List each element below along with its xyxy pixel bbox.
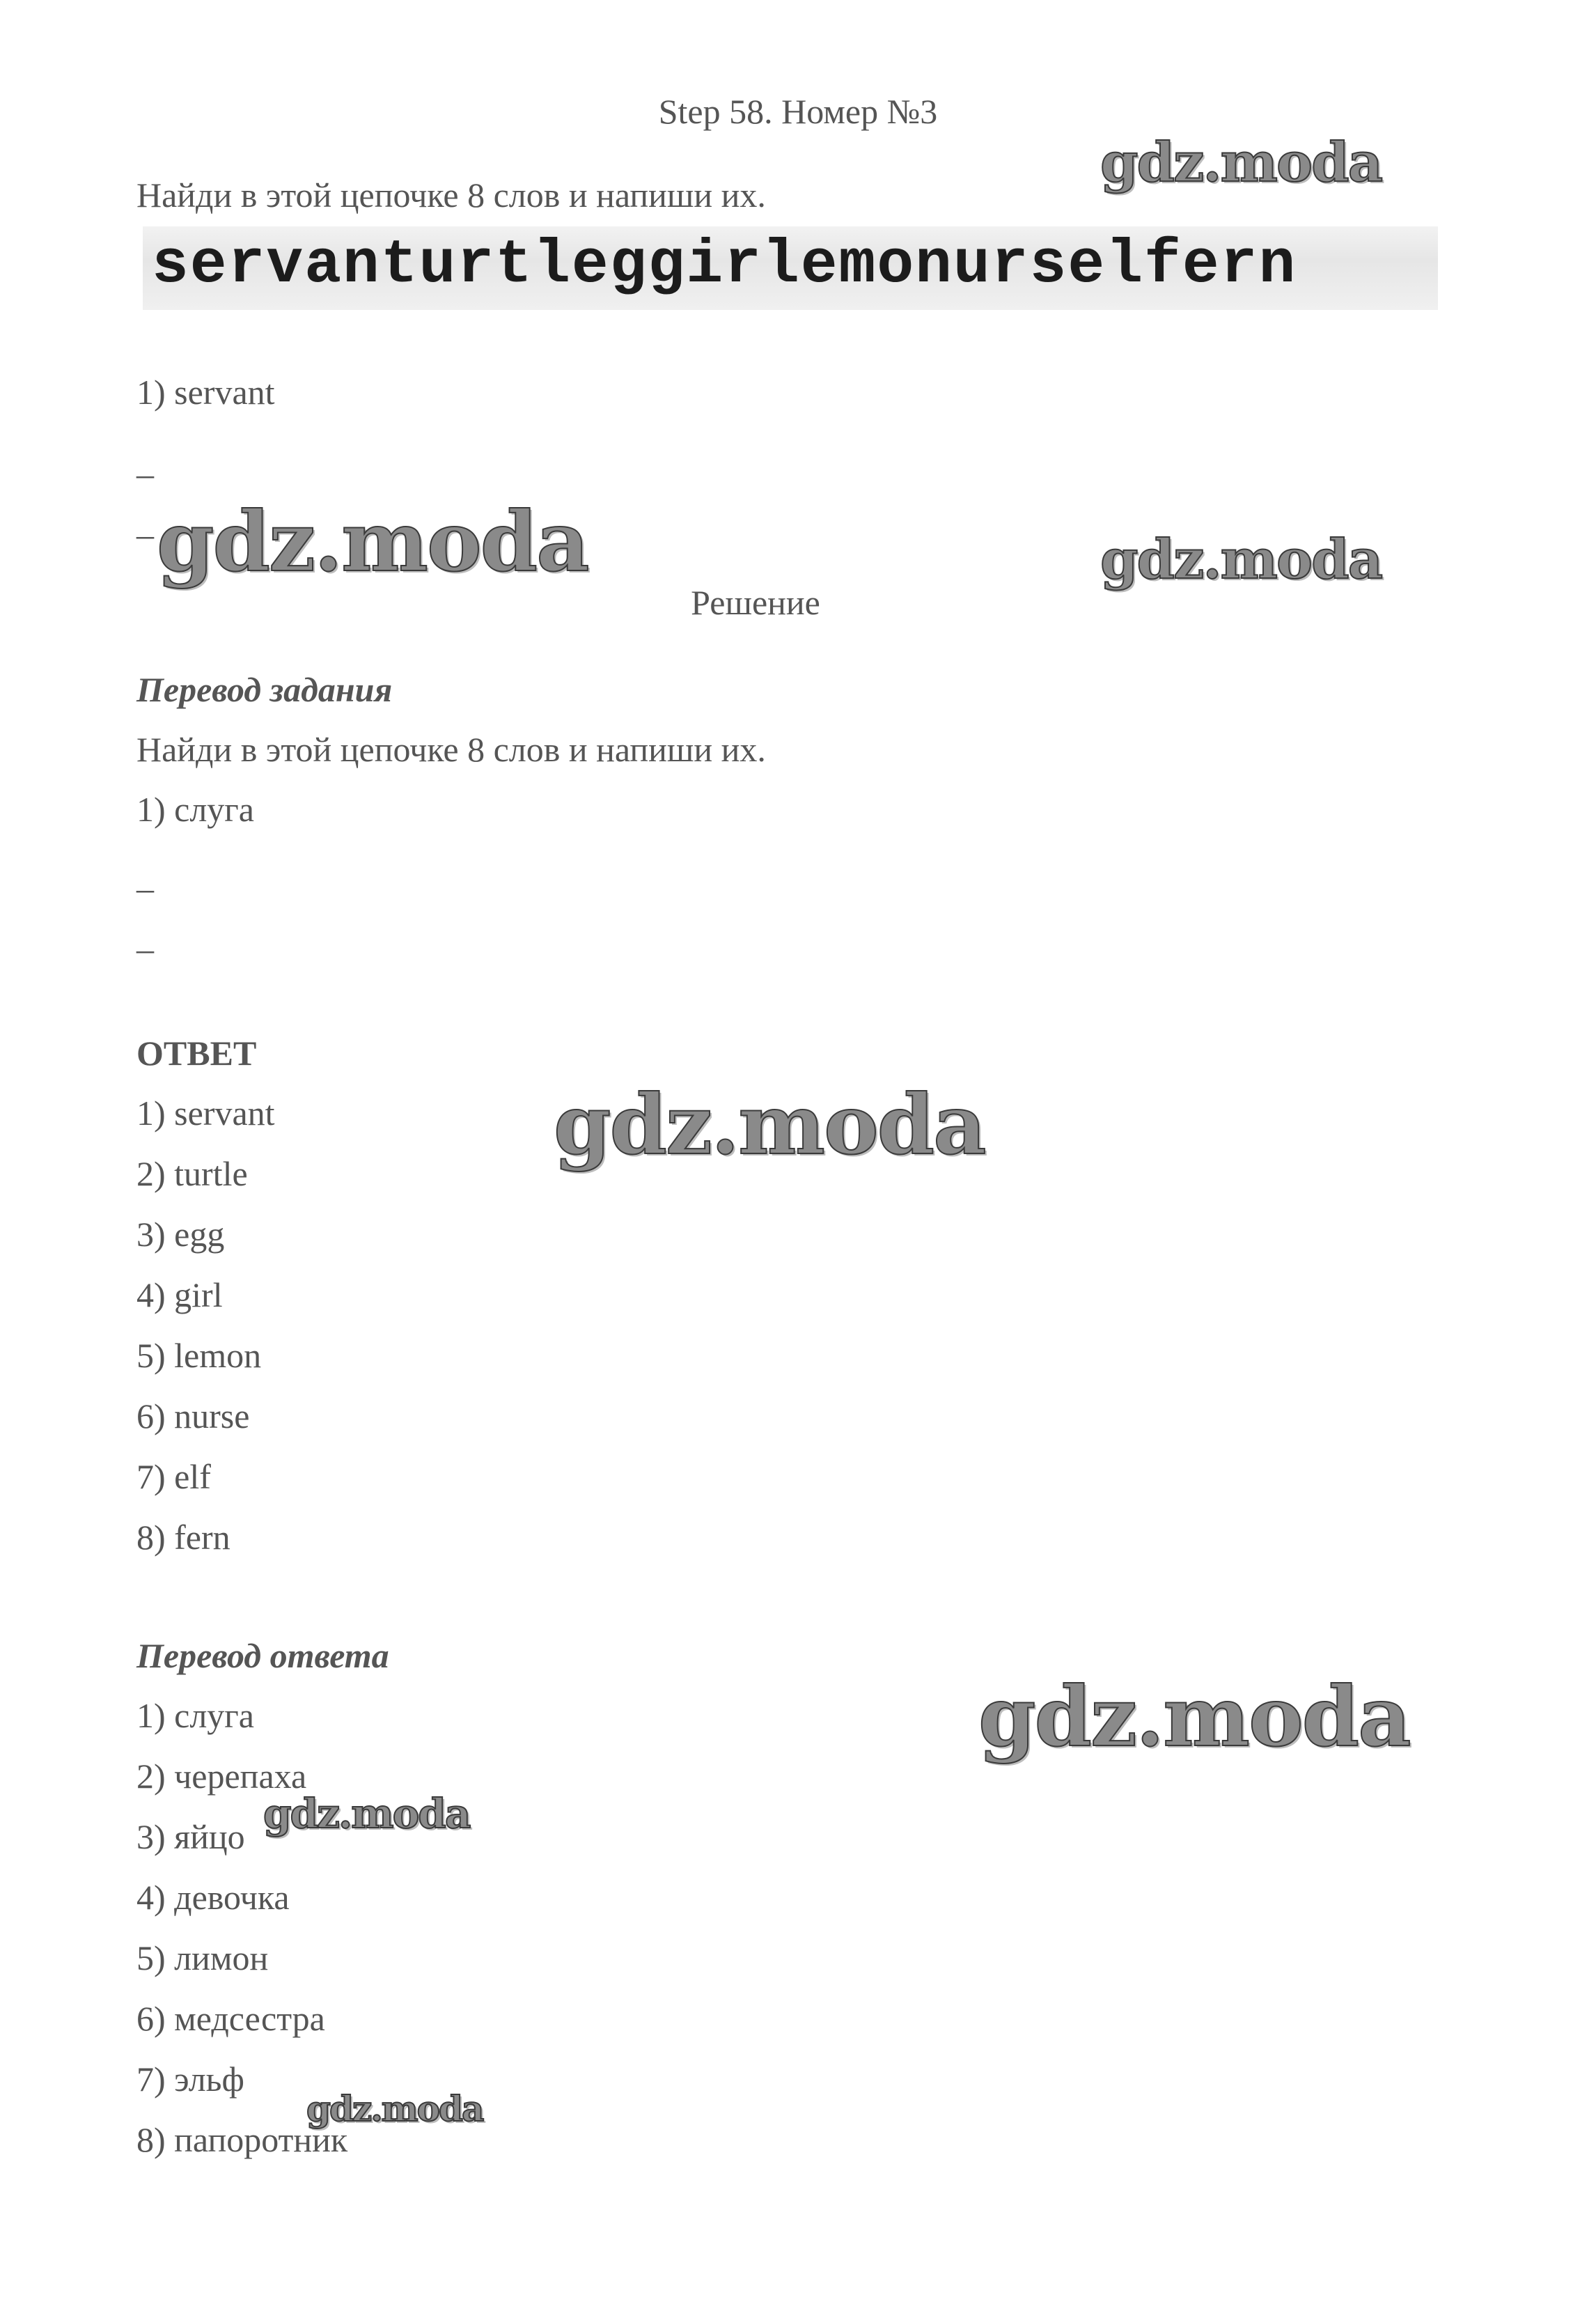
translation-answer-item: 1) слуга [136,1696,254,1735]
watermark: gdz.moda [263,1790,470,1837]
solution-title: Решение [691,583,820,622]
task-example: 1) servant [136,373,275,412]
page-title: Step 58. Номер №3 [658,92,938,131]
translation-task-instruction: Найди в этой цепочке 8 слов и напиши их. [136,730,766,769]
task-dash-1: – [136,454,154,493]
translation-task-heading: Перевод задания [136,670,393,709]
translation-answer-item: 6) медсестра [136,1999,325,2038]
watermark: gdz.moda [978,1668,1410,1765]
translation-answer-item: 7) эльф [136,2060,244,2099]
answer-item: 8) fern [136,1518,230,1557]
translation-answer-item: 4) девочка [136,1878,290,1917]
answer-item: 6) nurse [136,1396,250,1435]
translation-answer-item: 3) яйцо [136,1817,245,1856]
answer-item: 5) lemon [136,1336,262,1375]
translation-answer-item: 2) черепаха [136,1757,307,1796]
answer-item: 4) girl [136,1275,223,1314]
translation-answer-item: 5) лимон [136,1938,269,1977]
answer-item: 1) servant [136,1094,275,1133]
answer-item: 3) egg [136,1215,225,1254]
task-dash-2: – [136,515,154,554]
watermark: gdz.moda [306,2088,483,2129]
translation-task-dash-2: – [136,929,154,968]
translation-answer-heading: Перевод ответа [136,1636,389,1675]
answer-item: 2) turtle [136,1154,248,1193]
watermark: gdz.moda [1100,131,1382,194]
answer-item: 7) elf [136,1457,211,1496]
translation-answer-item: 8) папоротник [136,2120,348,2159]
answer-heading: ОТВЕТ [136,1034,257,1073]
watermark: gdz.moda [157,493,588,590]
watermark: gdz.moda [1100,528,1382,591]
translation-task-dash-1: – [136,869,154,908]
letter-chain: servanturtleggirlemonurselfern [152,231,1297,300]
task-instruction: Найди в этой цепочке 8 слов и напиши их. [136,176,766,215]
watermark: gdz.moda [554,1076,985,1173]
translation-task-example: 1) слуга [136,790,254,829]
